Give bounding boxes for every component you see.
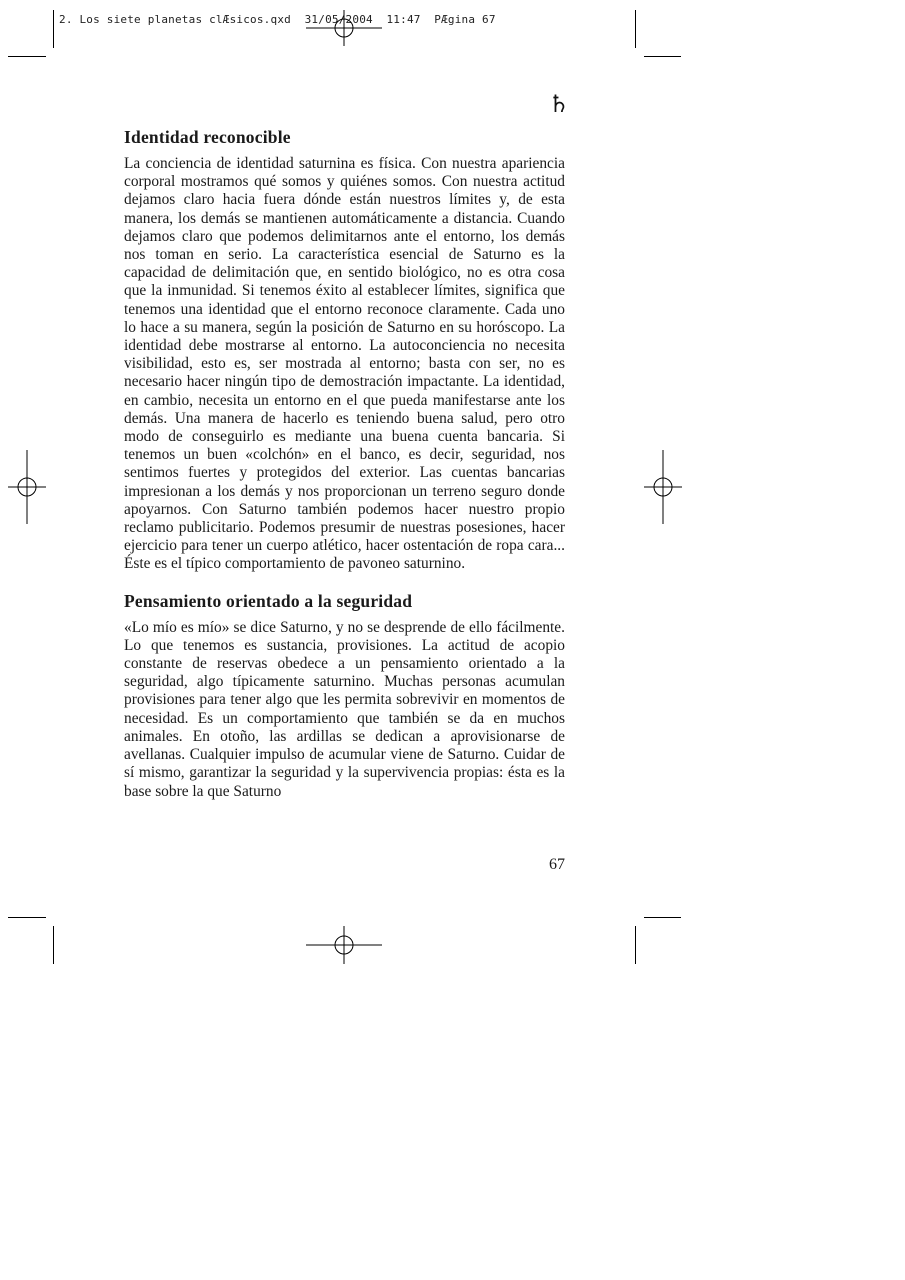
registration-mark-right [644, 450, 682, 524]
crop-mark-top-left-vertical [53, 10, 54, 48]
text-column [124, 124, 565, 801]
crop-mark-top-right-vertical [635, 10, 636, 48]
saturn-symbol-icon: ♄ [548, 90, 570, 118]
crop-mark-bottom-right-horizontal [644, 917, 681, 918]
section-body-identity: La conciencia de identidad saturnina es física. Con nuestra apariencia corporal mostramos qué somos y quiénes somos. Con nuestra actitud dejamos claro hacia fuera dónde están nuestros límites y, de esta manera, los demás se mantienen automáticamente a distancia. Cuando dejamos claro que podemos delimitarnos ante el entorno, los demás nos toman en serio. La característica esencial de Saturno es la capacidad de delimitación que, en sentido biológico, no es otra cosa que la inmunidad. Si tenemos éxito al establecer límites, significa que tenemos una identidad que el entorno reconoce claramente. Cada uno lo hace a su manera, según la posición de Saturno en su horóscopo. La identidad debe mostrarse al entorno. La autoconciencia no necesita visibilidad, esto es, ser mostrada al entorno; basta con ser, no es necesario hacer ningún tipo de demostración impactante. La identidad, en cambio, necesita un entorno en el que pueda manifestarse ante los demás. Una manera de hacerlo es teniendo buena salud, pero otro modo de conseguirlo es mediante una buena cuenta bancaria. Si tenemos un buen «colchón» en el banco, es decir, seguridad, nos sentimos fuertes y protegidos del exterior. Las cuentas bancarias impresionan a los demás y nos proporcionan un terreno seguro donde apoyarnos. Con Saturno también podemos hacer nuestro propio reclamo publicitario. Podemos presumir de nuestras posesiones, hacer ejercicio para tener un cuerpo atlético, hacer ostentación de ropa cara... Éste es el típico comportamiento de pavoneo saturnino. [124, 155, 565, 573]
registration-mark-bottom [306, 926, 382, 964]
page-number: 67 [549, 856, 565, 873]
crop-mark-top-left-horizontal [8, 56, 46, 57]
registration-mark-top [306, 10, 382, 46]
file-slug-line: 2. Los siete planetas clÆsicos.qxd 31/05/2004 11:47 PÆgina 67 [59, 13, 496, 26]
crop-mark-top-right-horizontal [644, 56, 681, 57]
crop-mark-bottom-right-vertical [635, 926, 636, 964]
crop-mark-bottom-left-horizontal [8, 917, 46, 918]
section-heading-identity: Identidad reconocible [124, 127, 291, 147]
registration-mark-left [8, 450, 46, 524]
section-heading-security: Pensamiento orientado a la seguridad [124, 590, 413, 611]
section-body-security: «Lo mío es mío» se dice Saturno, y no se desprende de ello fácilmente. Lo que tenemos es sustancia, provisiones. La actitud de acopio constante de reservas obedece a un pensamiento orientado a la seguridad, algo típicamente saturnino. Muchas personas acumulan provisiones para tener algo que les permita sobrevivir en momentos de necesidad. Es un comportamiento que también se da en muchos animales. En otoño, las ardillas se dedican a aprovisionarse de avellanas. Cualquier impulso de acumular viene de Saturno. Cuidar de sí mismo, garantizar la seguridad y la supervivencia propias: ésta es la base sobre la que Saturno [124, 618, 565, 800]
crop-mark-bottom-left-vertical [53, 926, 54, 964]
